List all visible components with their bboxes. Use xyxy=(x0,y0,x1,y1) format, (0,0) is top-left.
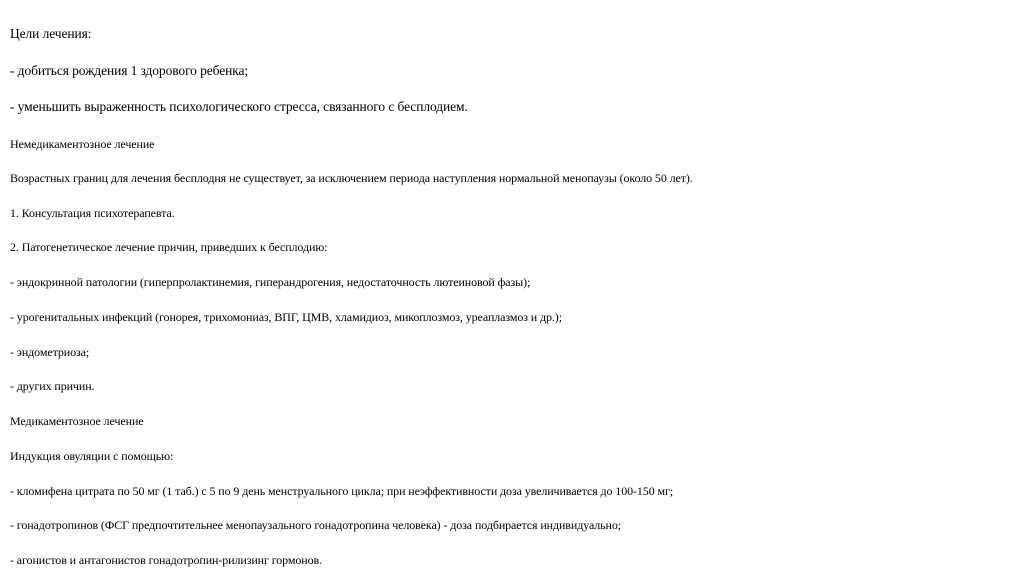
age-limits-paragraph: Возрастных границ для лечения бесплодня не существует, за исключением периода наступления нормальной менопаузы (около 50 лет). xyxy=(10,171,693,185)
goal-item-reduce-stress: - уменьшить выраженность психологического стресса, связанного с бесплодием. xyxy=(10,99,468,114)
item-clomiphene: - кломифена цитрата по 50 мг (1 таб.) с 5 по 9 день менструального цикла; при неэффективности доза увеличивается до 100-150 мг; xyxy=(10,484,674,498)
drug-treatment-heading: Медикаментозное лечение xyxy=(10,414,144,428)
goals-heading: Цели лечения: xyxy=(10,26,92,41)
sub-item-other-causes: - других причин. xyxy=(10,379,95,393)
sub-item-endometriosis: - эндометриоза; xyxy=(10,345,90,359)
item-gnrh-agonists: - агонистов и антагонистов гонадотропин-рилизинг гормонов. xyxy=(10,553,322,567)
goal-item-healthy-child: - добиться рождения 1 здорового ребенка; xyxy=(10,63,249,78)
list-item-pathogenetic-treatment: 2. Патогенетическое лечение причин, приведших к бесплодию: xyxy=(10,240,328,254)
sub-item-endocrine: - эндокринной патологии (гиперпролактинемия, гиперандрогения, недостаточность лютеиновой фазы); xyxy=(10,275,531,289)
ovulation-induction-heading: Индукция овуляции с помощью: xyxy=(10,449,174,463)
list-item-psychotherapist: 1. Консультация психотерапевта. xyxy=(10,206,175,220)
item-gonadotropins: - гонадотропинов (ФСГ предпочтительнее менопаузального гонадотропина человека) - доза подбирается индивидуально; xyxy=(10,518,621,532)
sub-item-infections: - урогенитальных инфекций (гонорея, трихомониаз, ВПГ, ЦМВ, хламидиоз, микоплозмоз, уреаплазмоз и др.); xyxy=(10,310,562,324)
non-drug-treatment-heading: Немедикаментозное лечение xyxy=(10,137,155,151)
